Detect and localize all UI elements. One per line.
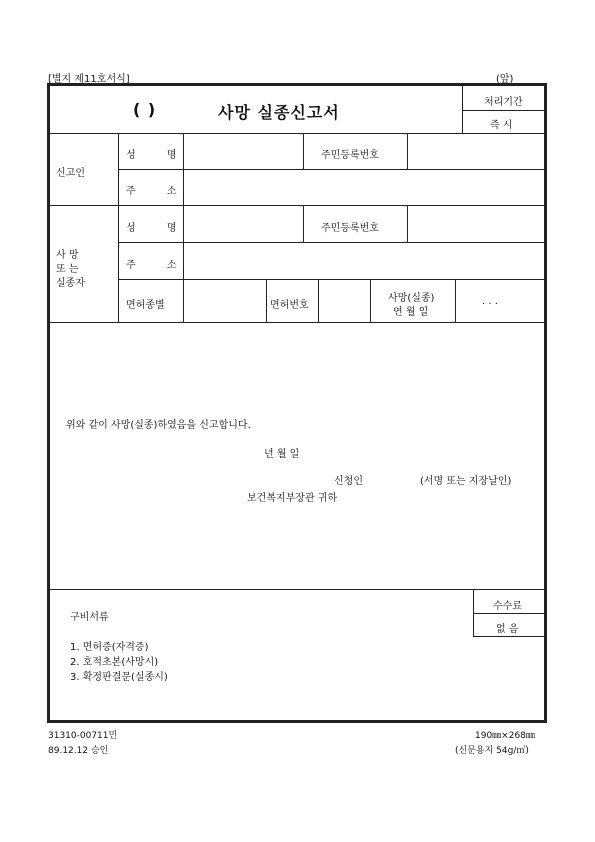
fee-label: 수수료 (493, 601, 522, 612)
deceased-section-label-2: 또 는 (56, 264, 79, 275)
rule (303, 133, 304, 169)
approval-date: 89.12.12 승인 (48, 746, 109, 756)
rule (303, 205, 304, 242)
reporter-name-label: 성 명 (126, 150, 191, 161)
fee-box-mid (473, 613, 544, 614)
license-number-label: 면허번호 (270, 300, 309, 311)
reporter-rrn-field[interactable] (410, 136, 542, 166)
deceased-address-field[interactable] (186, 245, 542, 276)
death-date-label-1: 사망(실종) (388, 293, 435, 304)
rule (118, 279, 544, 280)
reporter-section-label: 신고인 (56, 168, 85, 179)
reporter-address-field[interactable] (186, 172, 542, 202)
rule (407, 133, 408, 169)
documents-title: 구비서류 (70, 612, 109, 623)
death-date-label-2: 연 월 일 (393, 307, 429, 318)
license-number-field[interactable] (321, 282, 367, 319)
form-title: 사망 실종신고서 (218, 103, 340, 122)
deceased-section-label-3: 실종자 (56, 278, 85, 289)
rule (50, 589, 544, 590)
deceased-name-field[interactable] (186, 208, 300, 239)
title-paren: ( ) (133, 100, 157, 119)
deceased-section-label-1: 사 망 (56, 250, 79, 261)
documents-item: 1. 면허증(자격증) (70, 642, 149, 653)
processing-label: 처리기간 (484, 97, 523, 108)
rule (118, 133, 119, 322)
fee-box-bottom (473, 636, 544, 637)
rule (407, 205, 408, 242)
reporter-name-field[interactable] (186, 136, 300, 166)
applicant-label: 신청인 (334, 476, 363, 487)
paper-size: 190㎜×268㎜ (475, 731, 535, 741)
signature-label[interactable]: (서명 또는 지장날인) (420, 476, 512, 487)
reporter-address-label: 주 소 (126, 186, 191, 197)
rule (50, 205, 544, 206)
rule (118, 242, 544, 243)
deceased-name-label: 성 명 (126, 223, 191, 234)
form-code: 31310-00711민 (48, 731, 118, 741)
statement-text: 위와 같이 사망(실종)하였음을 신고합니다. (66, 420, 251, 431)
deceased-rrn-label: 주민등록번호 (321, 223, 379, 234)
date-line[interactable]: 년 월 일 (264, 449, 300, 460)
documents-item: 2. 호적초본(사망시) (70, 657, 159, 668)
documents-item: 3. 확정판결문(실종시) (70, 672, 168, 683)
processing-value: 즉 시 (490, 120, 513, 131)
license-type-label: 면허종별 (126, 300, 165, 311)
deceased-rrn-field[interactable] (410, 208, 542, 239)
rule (318, 279, 319, 322)
license-type-field[interactable] (186, 282, 263, 319)
recipient-label: 보건복지부장관 귀하 (247, 493, 338, 504)
rule (50, 133, 544, 134)
deceased-address-label: 주 소 (126, 260, 191, 271)
rule (455, 279, 456, 322)
form-number: [별지 제11호서식] (48, 74, 130, 85)
page-side: (앞) (496, 74, 514, 85)
paper-type: (신문용지 54g/㎡) (455, 746, 529, 756)
reporter-rrn-label: 주민등록번호 (321, 150, 379, 161)
rule (50, 322, 544, 323)
rule (266, 279, 267, 322)
rule (118, 169, 544, 170)
fee-value: 없 음 (496, 624, 519, 635)
death-date-value[interactable]: . . . (482, 296, 498, 307)
processing-box-mid (462, 110, 544, 111)
rule (370, 279, 371, 322)
